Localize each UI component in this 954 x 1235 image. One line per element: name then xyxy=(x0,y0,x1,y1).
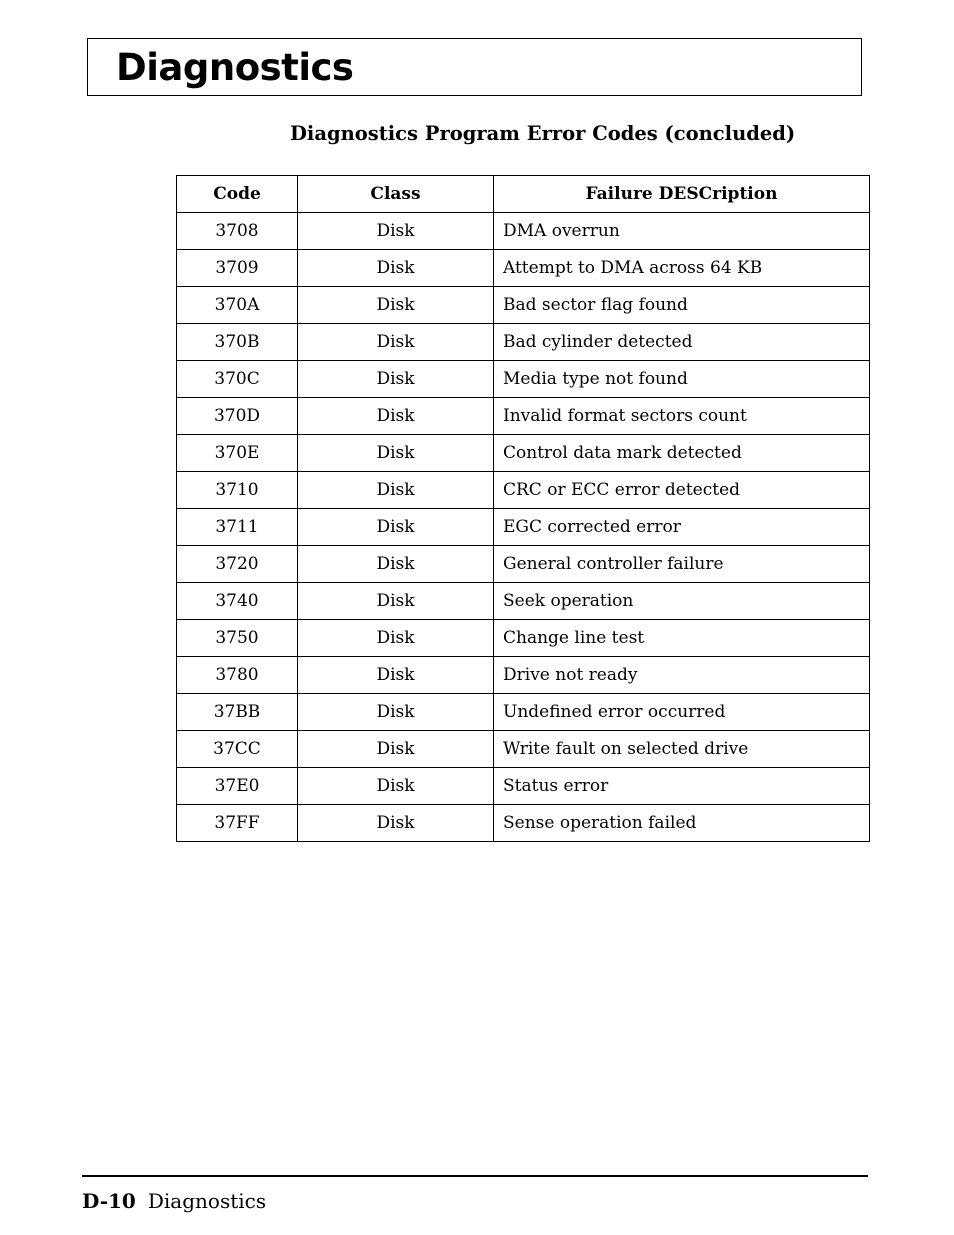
cell-class: Disk xyxy=(298,805,494,842)
cell-code: 3711 xyxy=(177,509,298,546)
table-row xyxy=(177,694,870,731)
cell-code: 37CC xyxy=(177,731,298,768)
table-row xyxy=(177,287,870,324)
cell-code: 37FF xyxy=(177,805,298,842)
cell-description: Bad sector flag found xyxy=(494,287,870,324)
cell-class: Disk xyxy=(298,694,494,731)
column-header-class: Class xyxy=(298,176,494,213)
table-row xyxy=(177,324,870,361)
table-body xyxy=(177,213,870,842)
cell-description: Undefined error occurred xyxy=(494,694,870,731)
cell-code: 37E0 xyxy=(177,768,298,805)
cell-description: Status error xyxy=(494,768,870,805)
cell-description: Attempt to DMA across 64 KB xyxy=(494,250,870,287)
cell-class: Disk xyxy=(298,324,494,361)
table-row xyxy=(177,509,870,546)
table-row xyxy=(177,435,870,472)
cell-class: Disk xyxy=(298,657,494,694)
table-row xyxy=(177,620,870,657)
table-header xyxy=(177,176,870,213)
cell-class: Disk xyxy=(298,213,494,250)
chapter-title: Diagnostics xyxy=(116,46,354,89)
table-caption: Diagnostics Program Error Codes (concluded) xyxy=(290,122,796,145)
cell-class: Disk xyxy=(298,361,494,398)
cell-class: Disk xyxy=(298,768,494,805)
cell-description: Control data mark detected xyxy=(494,435,870,472)
cell-description: DMA overrun xyxy=(494,213,870,250)
cell-class: Disk xyxy=(298,509,494,546)
footer-rule xyxy=(82,1175,868,1177)
table-row xyxy=(177,768,870,805)
cell-code: 3710 xyxy=(177,472,298,509)
cell-code: 370C xyxy=(177,361,298,398)
cell-code: 3720 xyxy=(177,546,298,583)
table-row xyxy=(177,805,870,842)
page-footer xyxy=(82,1187,266,1215)
cell-code: 370D xyxy=(177,398,298,435)
table-row xyxy=(177,361,870,398)
table-row xyxy=(177,657,870,694)
cell-code: 3780 xyxy=(177,657,298,694)
cell-description: CRC or ECC error detected xyxy=(494,472,870,509)
cell-code: 3750 xyxy=(177,620,298,657)
cell-class: Disk xyxy=(298,546,494,583)
cell-description: Invalid format sectors count xyxy=(494,398,870,435)
cell-class: Disk xyxy=(298,620,494,657)
cell-class: Disk xyxy=(298,398,494,435)
footer-section-title: Diagnostics xyxy=(147,1189,267,1213)
cell-description: Change line test xyxy=(494,620,870,657)
table-row xyxy=(177,731,870,768)
table-header-row xyxy=(177,176,870,213)
table-row xyxy=(177,250,870,287)
cell-description: Write fault on selected drive xyxy=(494,731,870,768)
chapter-header-box xyxy=(87,38,862,96)
cell-description: Drive not ready xyxy=(494,657,870,694)
table-row xyxy=(177,398,870,435)
cell-description: Media type not found xyxy=(494,361,870,398)
error-codes-table xyxy=(176,175,870,842)
cell-class: Disk xyxy=(298,731,494,768)
cell-code: 3708 xyxy=(177,213,298,250)
cell-code: 3709 xyxy=(177,250,298,287)
column-header-description: Failure DESCription xyxy=(494,176,870,213)
cell-code: 370E xyxy=(177,435,298,472)
cell-code: 370B xyxy=(177,324,298,361)
column-header-code: Code xyxy=(177,176,298,213)
cell-description: EGC corrected error xyxy=(494,509,870,546)
cell-description: General controller failure xyxy=(494,546,870,583)
cell-class: Disk xyxy=(298,472,494,509)
cell-class: Disk xyxy=(298,583,494,620)
table-row xyxy=(177,472,870,509)
cell-class: Disk xyxy=(298,250,494,287)
table-row xyxy=(177,546,870,583)
cell-description: Seek operation xyxy=(494,583,870,620)
cell-class: Disk xyxy=(298,435,494,472)
cell-description: Sense operation failed xyxy=(494,805,870,842)
cell-code: 370A xyxy=(177,287,298,324)
cell-code: 37BB xyxy=(177,694,298,731)
page-number: D-10 xyxy=(82,1189,136,1213)
table-row xyxy=(177,213,870,250)
cell-class: Disk xyxy=(298,287,494,324)
cell-description: Bad cylinder detected xyxy=(494,324,870,361)
cell-code: 3740 xyxy=(177,583,298,620)
table-row xyxy=(177,583,870,620)
